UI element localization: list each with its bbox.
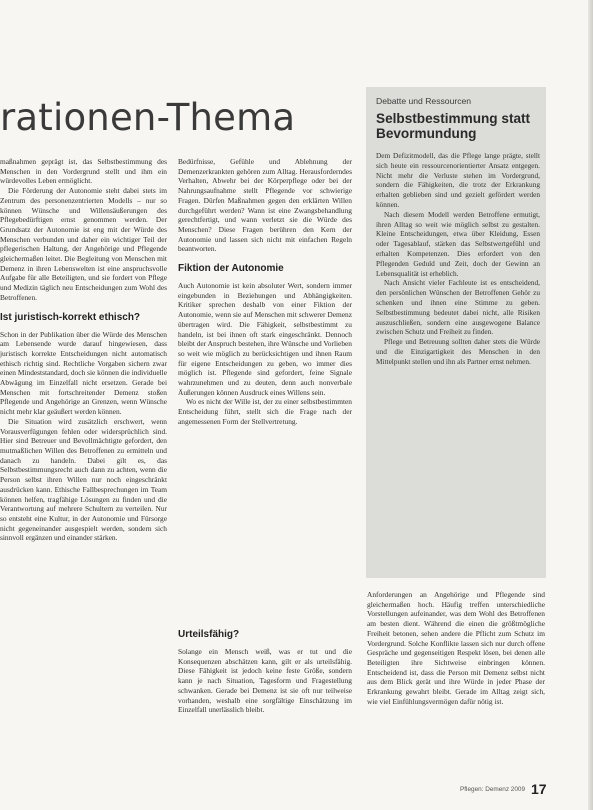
box-paragraph: Pflege und Betreuung sollten daher stets die Würde und die Einzigartigkeit des Menschen in den Mittelpunkt stellen und ihn als Partner ernst nehmen. bbox=[376, 337, 540, 366]
column-2 bbox=[178, 157, 352, 427]
section-heading: Fiktion der Autonomie bbox=[178, 263, 284, 275]
body-paragraph: Bedürfnisse, Gefühle und Ablehnung der Demenzerkrankten gehören zum Alltag. Herausforderndes Verhalten, Abwehr bei der Körperpflege oder bei der Nahrungsaufnahme stellt Pflegende vor schwierige Fragen. Dürfen Maßnahmen gegen den erklärten Willen durchgeführt werden? Wann ist eine Zwangsbehandlung gerechtfertigt, und wann verletzt sie die Würde des Menschen? Diese Fragen berühren den Kern der Autonomie und lassen sich nicht mit einfachen Regeln beantworten. bbox=[178, 157, 352, 254]
body-paragraph: Die Förderung der Autonomie steht dabei stets im Zentrum des personenzentrierten Modells – nur so können Wünsche und Willensäußerungen des Pflegebedürftigen ernst genommen werden. Der Grundsatz der Autonomie ist eng mit der Würde des Menschen verbunden und daher ein wichtiger Teil der pflegerischen Haltung, der Angehörige und Pflegende gleichermaßen leitet. Die Begleitung von Menschen mit Demenz in ihren Lebenswelten ist eine anspruchsvolle Aufgabe für alle Beteiligten, und sie fordert von Pflege und Medizin täglich neu Entscheidungen zum Wohl des Betroffenen. bbox=[0, 186, 167, 302]
column-1 bbox=[0, 157, 167, 543]
sidebar-box bbox=[366, 87, 546, 578]
box-text bbox=[376, 151, 540, 367]
column-3 bbox=[367, 590, 545, 706]
body-paragraph: Anforderungen an Angehörige und Pflegende sind gleichermaßen hoch. Häufig treffen unterschiedliche Vorstellungen aufeinander, was dem Wohl des Betroffenen am besten dient. Während die einen die größtmögliche Freiheit betonen, sehen andere die Pflicht zum Schutz im Vordergrund. Solche Konflikte lassen sich nur durch offene Gespräche und gegenseitigen Respekt lösen, bei denen alle Beteiligten ihre Sichtweise einbringen können. Entscheidend ist, dass die Person mit Demenz selbst nicht aus dem Blick gerät und ihre Würde in jeder Phase der Erkrankung gewahrt bleibt. Gerade im Alltag zeigt sich, wie viel Einfühlungsvermögen dafür nötig ist. bbox=[367, 590, 545, 706]
footer-text: Pflegen: Demenz 2009 bbox=[460, 786, 526, 793]
box-paragraph: Dem Defizitmodell, das die Pflege lange prägte, stellt sich heute ein ressourcenorientierter Ansatz entgegen. Nicht mehr die Verluste stehen im Vordergrund, sondern die Fähigkeiten, die trotz der Erkrankung erhalten geblieben sind und gezielt gefördert werden können. bbox=[376, 151, 540, 209]
body-paragraph: Wo es nicht der Wille ist, der zu einer selbstbestimmten Entscheidung führt, stellt sich die Frage nach der angemessenen Form der Stellvertretung. bbox=[178, 397, 352, 426]
page-number: 17 bbox=[531, 781, 547, 797]
body-paragraph: Schon in der Publikation über die Würde des Menschen am Lebensende wurde darauf hingewiesen, dass juristisch korrekte Entscheidungen nicht automatisch ethisch richtig sind. Rechtliche Vorgaben sichern zwar einen Mindeststandard, doch sie können die individuelle Abwägung im Einzelfall nicht ersetzen. Gerade bei Menschen mit fortschreitender Demenz stoßen Pflegende und Angehörige an Grenzen, wenn Wünsche nicht mehr klar geäußert werden können. bbox=[0, 329, 167, 417]
box-title: Selbstbestimmung statt Bevormundung bbox=[376, 111, 531, 141]
box-paragraph: Nach Ansicht vieler Fachleute ist es entscheidend, den persönlichen Wünschen der Betroffenen Gehör zu schenken und ihnen eine Stimme zu geben. Selbstbestimmung bedeutet dabei nicht, alle Risiken auszuschließen, sondern eine ausgewogene Balance zwischen Schutz und Freiheit zu finden. bbox=[376, 278, 540, 337]
body-paragraph: Auch Autonomie ist kein absoluter Wert, sondern immer eingebunden in Beziehungen und Abhängigkeiten. Kritiker sprechen deshalb von einer Fiktion der Autonomie, wenn sie auf Menschen mit schwerer Demenz übertragen wird. Die Fähigkeit, selbstbestimmt zu handeln, ist bei ihnen oft stark eingeschränkt. Dennoch bleibt der Anspruch bestehen, ihre Wünsche und Vorlieben so weit wie möglich zu berücksichtigen und ihnen Raum für eigene Entscheidungen zu geben, wo immer dies möglich ist. Pflegende sind gefordert, feine Signale wahrzunehmen und zu deuten, denn auch nonverbale Äußerungen können Ausdruck eines Willens sein. bbox=[178, 281, 352, 397]
section-heading: Ist juristisch-korrekt ethisch? bbox=[0, 311, 141, 323]
body-paragraph: Die Situation wird zusätzlich erschwert, wenn Vorausverfügungen fehlen oder widersprüchlich sind. Hier sind Betreuer und Bevollmächtigte gefordert, den mutmaßlichen Willen des Betroffenen zu ermitteln und danach zu handeln. Dabei gilt es, das Selbstbestimmungsrecht auch dann zu achten, wenn die Person selbst ihren Willen nur noch eingeschränkt ausdrücken kann. Ethische Fallbesprechungen im Team können helfen, tragfähige Lösungen zu finden und die Verantwortung auf mehrere Schultern zu verteilen. Nur so entsteht eine Kultur, in der Autonomie und Fürsorge nicht gegeneinander ausgespielt werden, sondern sich sinnvoll ergänzen und einander stärken. bbox=[0, 416, 167, 543]
column-2-lower bbox=[178, 620, 352, 715]
page-edge bbox=[588, 0, 593, 810]
section-heading: Urteilsfähig? bbox=[178, 629, 240, 640]
box-kicker: Debatte und Ressourcen bbox=[376, 96, 472, 106]
body-paragraph: Solange ein Mensch weiß, was er tut und die Konsequenzen abschätzen kann, gilt er als urteilsfähig. Diese Fähigkeit ist jedoch keine feste Größe, sondern kann je nach Situation, Tagesform und Fragestellung schwanken. Gerade bei Demenz ist sie oft nur teilweise vorhanden, weshalb eine sorgfältige Einschätzung im Einzelfall unerlässlich bleibt. bbox=[178, 647, 352, 715]
box-paragraph: Nach diesem Modell werden Betroffene ermutigt, ihren Alltag so weit wie möglich selbst zu gestalten. Kleine Entscheidungen, etwa über Kleidung, Essen oder Tagesablauf, stärken das Selbstwertgefühl und erhalten Kompetenzen. Dies erfordert von den Pflegenden Geduld und Zeit, doch der Gewinn an Lebensqualität ist erheblich. bbox=[376, 209, 540, 278]
body-paragraph: maßnahmen geprägt ist, das Selbstbestimmung des Menschen in den Vordergrund stellt und ihm ein würdevolles Leben ermöglicht. bbox=[0, 157, 167, 186]
headline: rationen-Thema bbox=[0, 96, 296, 139]
